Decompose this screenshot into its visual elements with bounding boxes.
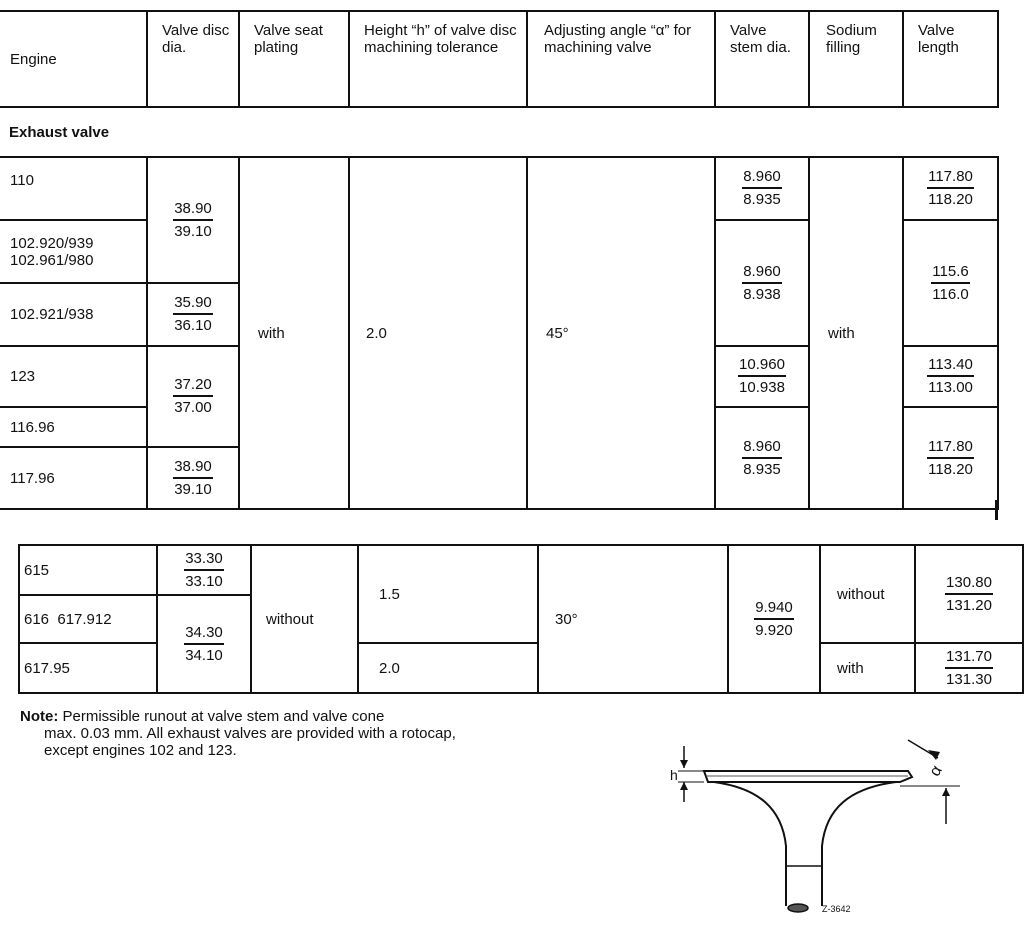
stem-dia-cell: $\frac{8.960}{8.935}$ xyxy=(715,407,809,509)
engine-cell: 102.920/939 102.961/980 xyxy=(0,220,147,283)
sodium-cell: with xyxy=(820,643,915,693)
engine-cell: 123 xyxy=(0,346,147,407)
figure-ref-code: Z-3642 xyxy=(822,904,851,914)
engine-cell: 110 xyxy=(0,157,147,220)
height-h-cell: 2.0 xyxy=(358,643,538,693)
note-line-3: except engines 102 and 123. xyxy=(44,742,237,759)
length-cell: $\frac{117.80}{118.20}$ xyxy=(903,157,998,220)
disc-dia-cell: $\frac{38.90}{39.10}$ xyxy=(147,447,239,509)
header-height-h: Height “h” of valve disc machining tolerance xyxy=(349,11,527,107)
sodium-cell: with xyxy=(809,157,903,509)
stem-dia-cell: $\frac{8.960}{8.938}$ xyxy=(715,220,809,346)
engine-cell: 117.96 xyxy=(0,447,147,509)
header-disc-dia: Valve disc dia. xyxy=(147,11,239,107)
seat-plating-cell: with xyxy=(239,157,349,509)
length-cell: $\frac{115.6}{116.0}$ xyxy=(903,220,998,346)
length-cell: $\frac{130.80}{131.20}$ xyxy=(915,545,1023,643)
engine-cell: 616 617.912 xyxy=(19,595,157,643)
note-line-1: Permissible runout at valve stem and valve cone xyxy=(62,708,385,725)
header-sodium: Sodium filling xyxy=(809,11,903,107)
engine-cell: 615 xyxy=(19,545,157,595)
engine-cell: 102.921/938 xyxy=(0,283,147,346)
valve-diagram xyxy=(660,738,990,928)
disc-dia-cell: $\frac{33.30}{33.10}$ xyxy=(157,545,251,595)
disc-dia-cell: $\frac{38.90}{39.10}$ xyxy=(147,157,239,283)
height-h-cell: 1.5 xyxy=(358,545,538,643)
header-seat-plating: Valve seat plating xyxy=(239,11,349,107)
alpha-label: α xyxy=(926,762,946,780)
angle-cell: 45° xyxy=(527,157,715,509)
header-engine: Engine xyxy=(0,11,147,107)
exhaust-valve-table-diesel xyxy=(18,544,1024,694)
stem-dia-cell: $\frac{10.960}{10.938}$ xyxy=(715,346,809,407)
section-title: Exhaust valve xyxy=(0,107,998,157)
engine-cell: 116.96 xyxy=(0,407,147,447)
disc-dia-cell: $\frac{37.20}{37.00}$ xyxy=(147,346,239,447)
exhaust-valve-table-main xyxy=(0,10,999,510)
header-length: Valve length xyxy=(903,11,998,107)
stem-dia-cell: $\frac{9.940}{9.920}$ xyxy=(728,545,820,693)
engine-cell: 617.95 xyxy=(19,643,157,693)
angle-cell: 30° xyxy=(538,545,728,693)
seat-plating-cell: without xyxy=(251,545,358,693)
disc-dia-cell: $\frac{34.30}{34.10}$ xyxy=(157,595,251,693)
length-cell: $\frac{113.40}{113.00}$ xyxy=(903,346,998,407)
length-cell: $\frac{131.70}{131.30}$ xyxy=(915,643,1023,693)
note-line-2: max. 0.03 mm. All exhaust valves are provided with a rotocap, xyxy=(44,725,456,742)
footnote xyxy=(20,708,580,759)
length-cell: $\frac{117.80}{118.20}$ xyxy=(903,407,998,509)
header-angle: Adjusting angle “α” for machining valve xyxy=(527,11,715,107)
stem-dia-cell: $\frac{8.960}{8.935}$ xyxy=(715,157,809,220)
header-stem-dia: Valve stem dia. xyxy=(715,11,809,107)
note-label: Note: xyxy=(20,708,59,725)
sodium-cell: without xyxy=(820,545,915,643)
disc-dia-cell: $\frac{35.90}{36.10}$ xyxy=(147,283,239,346)
h-label: h xyxy=(670,767,678,783)
table-edge-rule xyxy=(995,500,998,520)
height-h-cell: 2.0 xyxy=(349,157,527,509)
